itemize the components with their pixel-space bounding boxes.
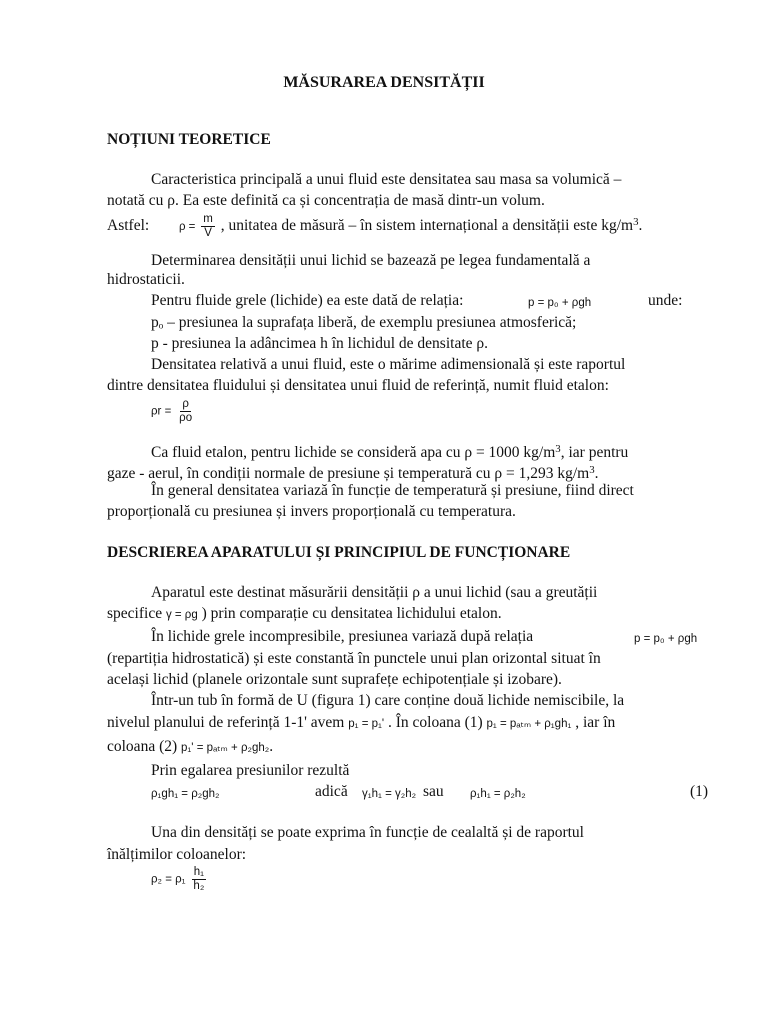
- equation-1-part-b: γ₁h₁ = γ₂h₂: [362, 788, 417, 800]
- para-line: același lichid (planele orizontale sunt suprafețe echipotențiale și izobare).: [107, 671, 562, 688]
- formula-lhs: ρr =: [151, 405, 172, 418]
- text-span: coloana (2): [107, 738, 178, 755]
- fraction-denominator: h₂: [193, 880, 205, 892]
- text-span: sau: [423, 783, 444, 800]
- text-span: .: [269, 738, 274, 755]
- fraction-h1-over-h2: [191, 866, 206, 893]
- para-line: notată cu ρ. Ea este definită ca și concentrația de masă dintr-un volum.: [107, 192, 545, 209]
- para-line: [151, 584, 713, 602]
- text-span: , iar pentru: [560, 444, 629, 461]
- fraction-numerator: h₁: [193, 866, 204, 878]
- formula-final-density: [151, 866, 208, 893]
- text-span: gaze - aerul, în condiții normale de presiune și temperatură cu ρ = 1,293 kg/m: [107, 465, 590, 482]
- formula-p1-equality: p₁ = p₁': [348, 718, 385, 730]
- text-span: Într-un tub în formă de U (figura 1) care conține două lichide nemiscibile, la: [151, 692, 625, 709]
- page-title: MĂSURAREA DENSITĂȚII: [283, 74, 485, 91]
- text-span: În general densitatea variază în funcție de temperatură și presiune, fiind direct: [151, 482, 634, 499]
- formula-relative-density: [151, 398, 196, 425]
- text-span: ) prin comparație cu densitatea lichidului etalon.: [201, 605, 502, 622]
- para-line: Prin egalarea presiunilor rezultă: [151, 762, 350, 779]
- superscript: 3: [633, 216, 639, 229]
- para-line: (repartiția hidrostatică) și este constantă în punctele unui plan orizontal situat în: [107, 650, 601, 667]
- equation-1-part-c: ρ₁h₁ = ρ₂h₂: [470, 788, 526, 800]
- text-span: .: [594, 465, 599, 482]
- para-line: [151, 171, 713, 189]
- fraction-denominator: ρo: [179, 412, 193, 424]
- formula-column-2: p₁' = pₐₜₘ + ρ₂gh₂: [181, 742, 270, 754]
- para-line: proporțională cu presiunea și invers proporțională cu temperatura.: [107, 503, 516, 520]
- para-line: [151, 440, 628, 462]
- text-span: , unitatea de măsură – în sistem internațional a densității este kg/m: [220, 217, 634, 235]
- text-span: nivelul planului de referință 1-1' avem: [107, 714, 345, 731]
- para-line: [151, 692, 713, 710]
- definition-p: p - presiunea la adâncimea h în lichidul de densitate ρ.: [151, 335, 488, 352]
- text-span: Ca fluid etalon, pentru lichide se consideră apa cu ρ = 1000 kg/m: [151, 444, 556, 461]
- para-line: [107, 714, 615, 733]
- text-span: Determinarea densității unui lichid se bazează pe legea fundamentală a: [151, 252, 591, 269]
- superscript: 3: [589, 464, 595, 476]
- text-span: Caracteristica principală a unui fluid este densitatea sau masa sa volumică –: [151, 171, 622, 188]
- text-span: , iar în: [575, 714, 616, 731]
- text-span: Densitatea relativă a unui fluid, este o mărime adimensională și este raportul: [151, 356, 626, 373]
- formula-specific-weight: γ = ρg: [165, 609, 198, 621]
- equation-number: (1): [690, 783, 709, 800]
- equation-1-part-a: ρ₁gh₁ = ρ₂gh₂: [151, 788, 220, 800]
- fraction-m-over-v: [201, 213, 215, 240]
- definition-p0: pₒ – presiunea la suprafața liberă, de exemplu presiunea atmosferică;: [151, 314, 577, 331]
- formula-rho: ρ =: [178, 221, 196, 234]
- text-span: adică: [315, 783, 348, 800]
- text-span: Pentru fluide grele (lichide) ea este dată de relația:: [151, 292, 464, 309]
- formula-column-1: p₁ = pₐₜₘ + ρ₁gh₁: [486, 718, 572, 730]
- section-heading-apparatus: DESCRIEREA APARATULUI ȘI PRINCIPIUL DE FUNCȚIONARE: [107, 544, 571, 561]
- text-span: Aparatul este destinat măsurării densității ρ a unui lichid (sau a greutății: [151, 584, 598, 601]
- para-line: hidrostaticii.: [107, 271, 185, 288]
- superscript: 3: [555, 443, 561, 455]
- para-line: [151, 356, 713, 374]
- formula-hydrostatic: p = p₀ + ρgh: [634, 633, 698, 645]
- astfel-line: [107, 213, 642, 240]
- para-line: [107, 461, 598, 483]
- text-span: Una din densități se poate exprima în funcție de cealaltă și de raportul: [151, 824, 584, 841]
- text-span: .: [638, 217, 643, 235]
- text-span: Astfel:: [107, 217, 150, 235]
- para-line: [151, 292, 463, 310]
- text-span: unde:: [648, 292, 683, 309]
- section-heading-theory: NOȚIUNI TEORETICE: [107, 131, 271, 148]
- fraction-numerator: m: [203, 213, 213, 225]
- para-line: În lichide grele incompresibile, presiunea variază după relația: [151, 628, 534, 645]
- para-line: dintre densitatea fluidului și densitatea unui fluid de referință, numit fluid etalon:: [107, 377, 609, 394]
- formula-lhs: ρ₂ = ρ₁: [151, 873, 186, 886]
- formula-hydrostatic: p = p₀ + ρgh: [528, 297, 592, 309]
- fraction-rho-over-rho0: [177, 398, 194, 425]
- para-line: [151, 482, 713, 500]
- para-line: [107, 738, 273, 757]
- para-line: înălțimilor coloanelor:: [107, 846, 247, 863]
- text-span: specifice: [107, 605, 163, 622]
- text-span: . În coloana (1): [387, 714, 483, 731]
- para-line: [151, 824, 713, 842]
- fraction-denominator: V: [204, 227, 212, 239]
- para-line: [151, 252, 713, 270]
- fraction-numerator: ρ: [182, 398, 189, 410]
- para-line: [107, 605, 502, 624]
